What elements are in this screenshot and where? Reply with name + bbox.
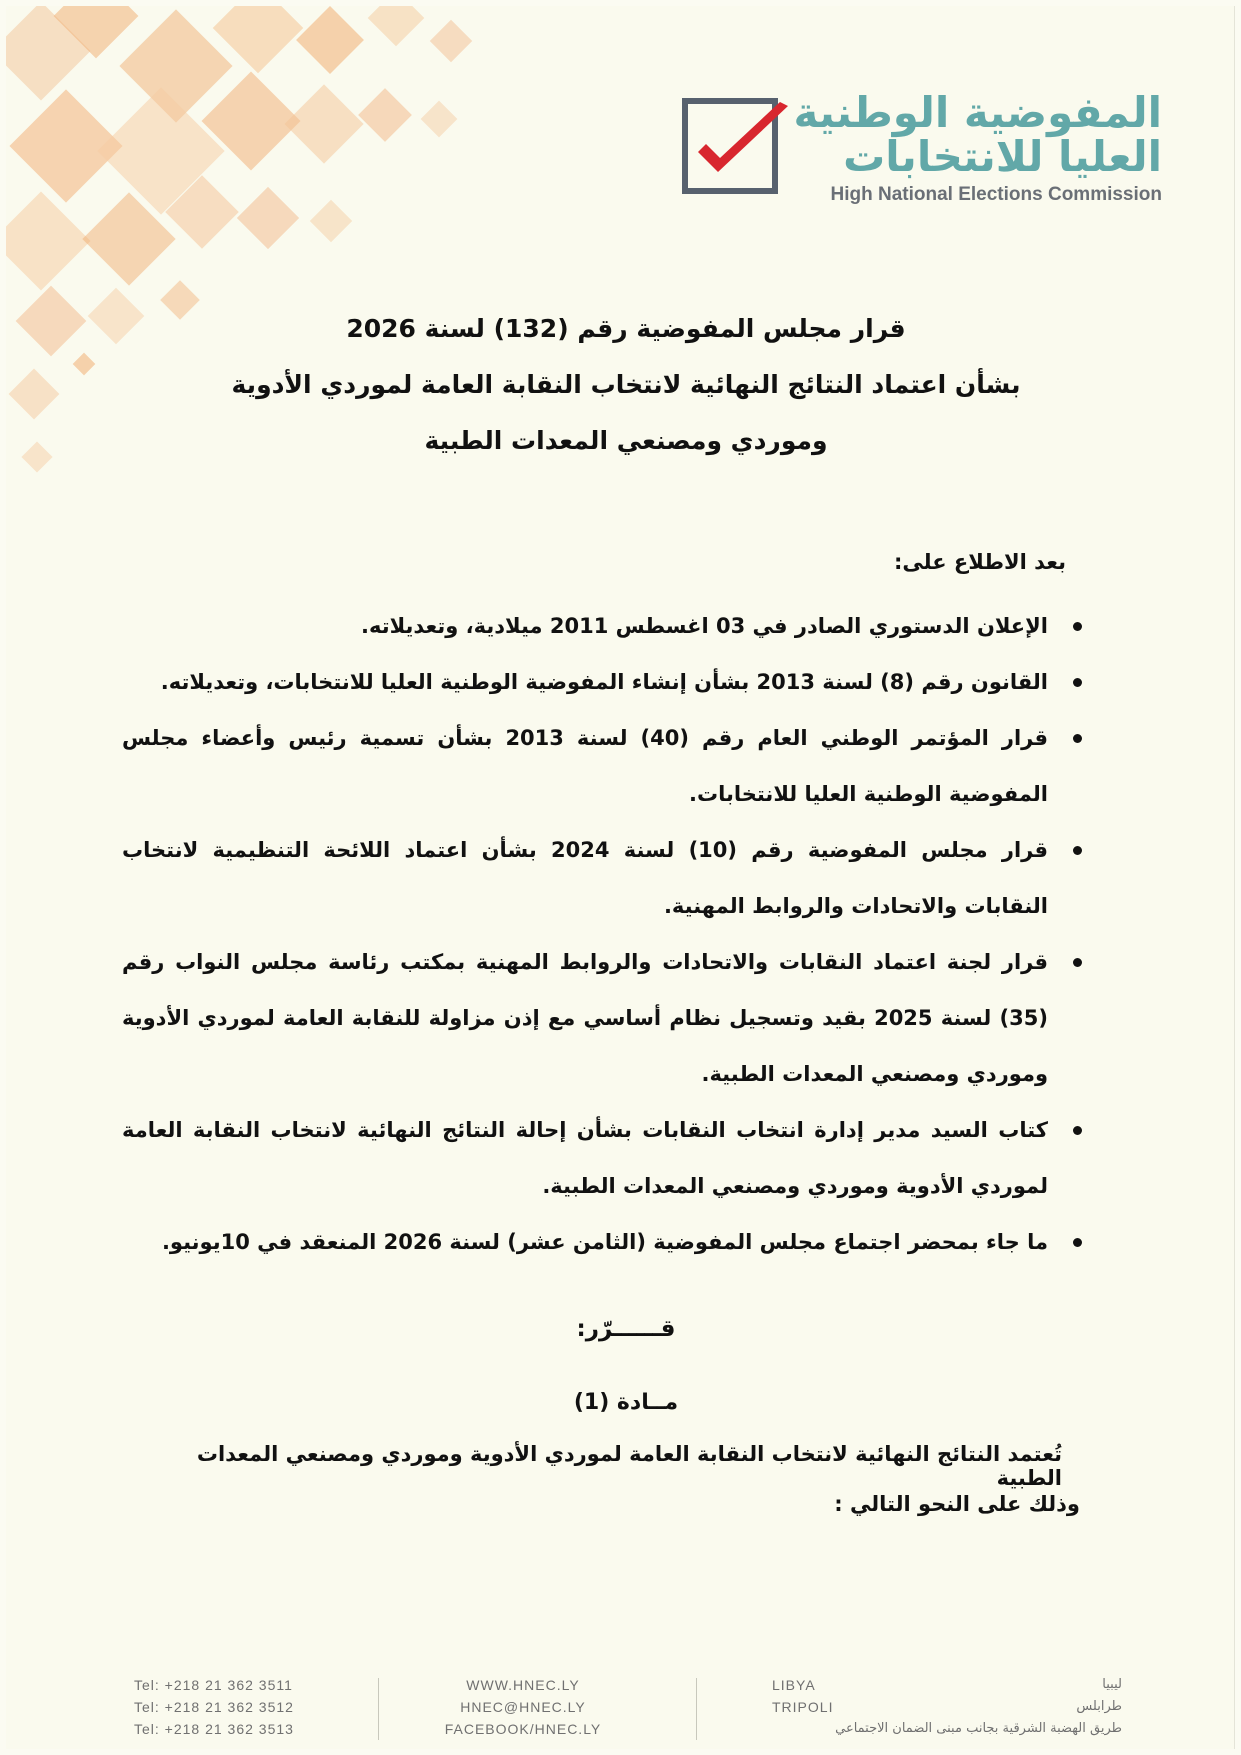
list-item: قرار لجنة اعتماد النقابات والاتحادات والروابط المهنية بمكتب رئاسة مجلس النواب رقم (35) لسنة 2025 بقيد وتسجيل نظام أساسي مع إذن مزاولة للنقابة العامة لموردي الأدوية وموردي ومصنعي المعدات الطبية.	[122, 934, 1082, 1102]
logo-arabic-line2: العليا للانتخابات	[843, 132, 1162, 181]
address-ar: طريق الهضبة الشرقية بجانب مبنى الضمان الاجتماعي	[835, 1721, 1122, 1736]
city-en: TRIPOLI	[772, 1699, 834, 1715]
article-heading: مــادة (1)	[573, 1390, 679, 1415]
footer-location-en	[772, 1674, 833, 1718]
phone-number: Tel: +218 21 362 3511	[134, 1677, 293, 1693]
phone-number: Tel: +218 21 362 3513	[134, 1721, 294, 1737]
decided-heading: قــــــرّر:	[576, 1316, 676, 1342]
footer-divider	[696, 1678, 697, 1740]
hnec-logo	[682, 90, 1162, 210]
list-item: قرار مجلس المفوضية رقم (10) لسنة 2024 بشأن اعتماد اللائحة التنظيمية لانتخاب النقابات والاتحادات والروابط المهنية.	[122, 822, 1082, 934]
article-text-line1: تُعتمد النتائج النهائية لانتخاب النقابة العامة لموردي الأدوية وموردي ومصنعي المعدات الطبية	[196, 1442, 1062, 1490]
decorative-diamond-pattern	[6, 6, 566, 486]
logo-english-name: High National Elections Commission	[830, 184, 1162, 205]
preamble-intro: بعد الاطلاع على:	[894, 550, 1066, 574]
facebook-link[interactable]: FACEBOOK/HNEC.LY	[444, 1721, 602, 1737]
list-item: ما جاء بمحضر اجتماع مجلس المفوضية (الثامن عشر) لسنة 2026 المنعقد في 10يونيو.	[122, 1214, 1082, 1270]
logo-arabic-line1: المفوضية الوطنية	[793, 88, 1162, 137]
phone-number: Tel: +218 21 362 3512	[134, 1699, 294, 1715]
website-link[interactable]: WWW.HNEC.LY	[466, 1677, 580, 1693]
list-item: الإعلان الدستوري الصادر في 03 اغسطس 2011 ميلادية، وتعديلاته.	[122, 598, 1082, 654]
document-page	[6, 6, 1235, 1749]
decision-title: قرار مجلس المفوضية رقم (132) لسنة 2026	[346, 314, 906, 343]
decision-subject-line1: بشأن اعتماد النتائج النهائية لانتخاب النقابة العامة لموردي الأدوية	[231, 370, 1021, 399]
list-item: قرار المؤتمر الوطني العام رقم (40) لسنة 2013 بشأن تسمية رئيس وأعضاء مجلس المفوضية الوطنية العليا للانتخابات.	[122, 710, 1082, 822]
checkmark-box-icon	[684, 94, 804, 194]
article-text-line2: وذلك على النحو التالي :	[834, 1492, 1080, 1516]
footer-divider	[378, 1678, 379, 1740]
preamble-list	[122, 598, 1082, 1270]
city-ar: طرابلس	[1076, 1699, 1122, 1714]
country-en: LIBYA	[772, 1677, 816, 1693]
decision-subject-line2: وموردي ومصنعي المعدات الطبية	[424, 426, 828, 455]
list-item: القانون رقم (8) لسنة 2013 بشأن إنشاء المفوضية الوطنية العليا للانتخابات، وتعديلاته.	[122, 654, 1082, 710]
country-ar: ليبيا	[1102, 1677, 1122, 1692]
footer-web	[418, 1674, 628, 1740]
email-link[interactable]: HNEC@HNEC.LY	[460, 1699, 586, 1715]
footer-phones	[134, 1674, 294, 1740]
footer-location-ar	[835, 1674, 1122, 1740]
page-footer	[6, 1674, 1234, 1744]
list-item: كتاب السيد مدير إدارة انتخاب النقابات بشأن إحالة النتائج النهائية لانتخاب النقابة العامة لموردي الأدوية وموردي ومصنعي المعدات الطبية.	[122, 1102, 1082, 1214]
